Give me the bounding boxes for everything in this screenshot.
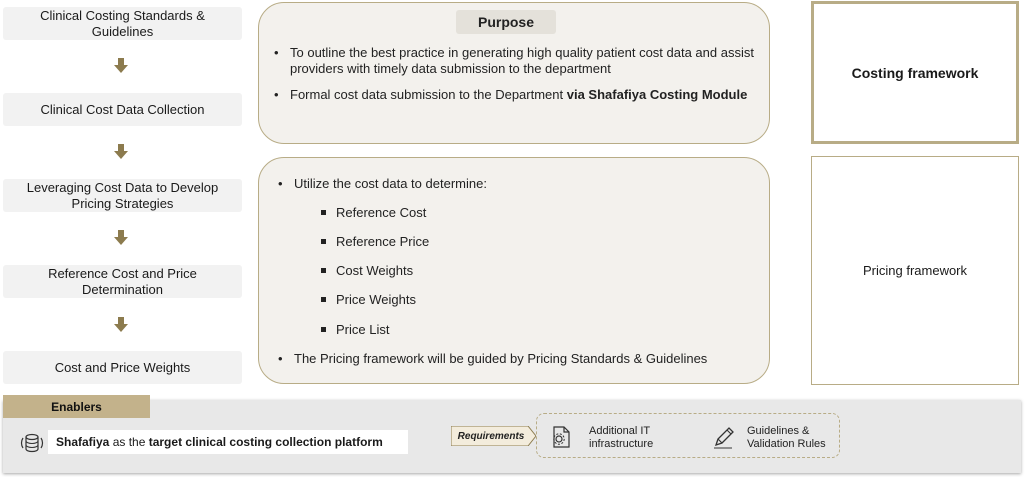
square-bullet-icon	[321, 239, 326, 244]
platform-statement	[48, 430, 408, 454]
platform-description: target clinical costing collection platform	[148, 435, 383, 449]
purpose-bullet	[274, 87, 764, 103]
costing-framework-label: Costing framework	[851, 64, 979, 81]
square-bullet-icon	[321, 327, 326, 332]
pencil-icon	[710, 425, 736, 451]
step-label: Reference Cost and Price Determination	[48, 265, 197, 297]
pricing-item-label: Reference Cost	[336, 205, 427, 220]
enablers-tab: Enablers	[3, 395, 150, 418]
pricing-item	[321, 322, 389, 338]
gear-document-icon	[548, 424, 574, 450]
pricing-closing: The Pricing framework will be guided by Pricing Standards & Guidelines	[294, 351, 708, 366]
costing-framework-box	[811, 1, 1019, 144]
pricing-framework-label: Pricing framework	[862, 263, 968, 278]
down-arrow-icon	[113, 144, 129, 160]
step-reference-cost-price	[3, 265, 242, 298]
purpose-bullet-text: To outline the best practice in generating high quality patient cost data and assist providers with timely data submission to the department	[290, 45, 754, 76]
step-label: Cost and Price Weights	[54, 359, 191, 375]
step-label: Clinical Costing Standards & Guidelines	[40, 7, 205, 39]
bullet-icon: •	[274, 45, 279, 60]
pricing-item	[321, 205, 426, 221]
purpose-bullet	[274, 45, 764, 77]
square-bullet-icon	[321, 268, 326, 273]
bullet-icon: •	[278, 351, 283, 366]
pricing-item	[321, 234, 429, 250]
pricing-intro: Utilize the cost data to determine:	[294, 176, 487, 191]
down-arrow-icon	[113, 230, 129, 246]
pricing-closing-bullet	[278, 351, 758, 367]
pricing-intro-bullet	[278, 176, 758, 192]
square-bullet-icon	[321, 210, 326, 215]
bullet-icon: •	[278, 176, 283, 191]
pricing-item	[321, 263, 413, 279]
step-costing-standards	[3, 7, 242, 40]
purpose-bullet-text: Formal cost data submission to the Department	[290, 87, 567, 102]
purpose-bullet-bold: via Shafafiya Costing Module	[566, 87, 748, 102]
pricing-item-label: Reference Price	[336, 234, 430, 249]
platform-name: Shafafiya	[56, 435, 110, 449]
pricing-item-label: Cost Weights	[336, 263, 414, 278]
step-label: Leveraging Cost Data to Develop Pricing Strategies	[26, 179, 219, 211]
square-bullet-icon	[321, 297, 326, 302]
pricing-item	[321, 292, 416, 308]
step-label: Clinical Cost Data Collection	[40, 101, 205, 117]
requirements-tag: Requirements	[457, 430, 525, 442]
pricing-item-label: Price List	[336, 322, 390, 337]
step-pricing-strategies	[3, 179, 242, 212]
platform-text: as the	[109, 435, 149, 449]
database-sync-icon	[18, 432, 46, 454]
requirement-guidelines: Guidelines & Validation Rules	[747, 425, 826, 450]
step-cost-data-collection	[3, 93, 242, 126]
pricing-item-label: Price Weights	[336, 292, 416, 307]
bullet-icon: •	[274, 87, 279, 102]
down-arrow-icon	[113, 58, 129, 74]
down-arrow-icon	[113, 317, 129, 333]
requirement-it-infrastructure: Additional IT infrastructure	[589, 425, 654, 450]
pricing-framework-box	[811, 156, 1019, 385]
step-cost-price-weights	[3, 351, 242, 384]
purpose-title: Purpose	[456, 10, 556, 34]
